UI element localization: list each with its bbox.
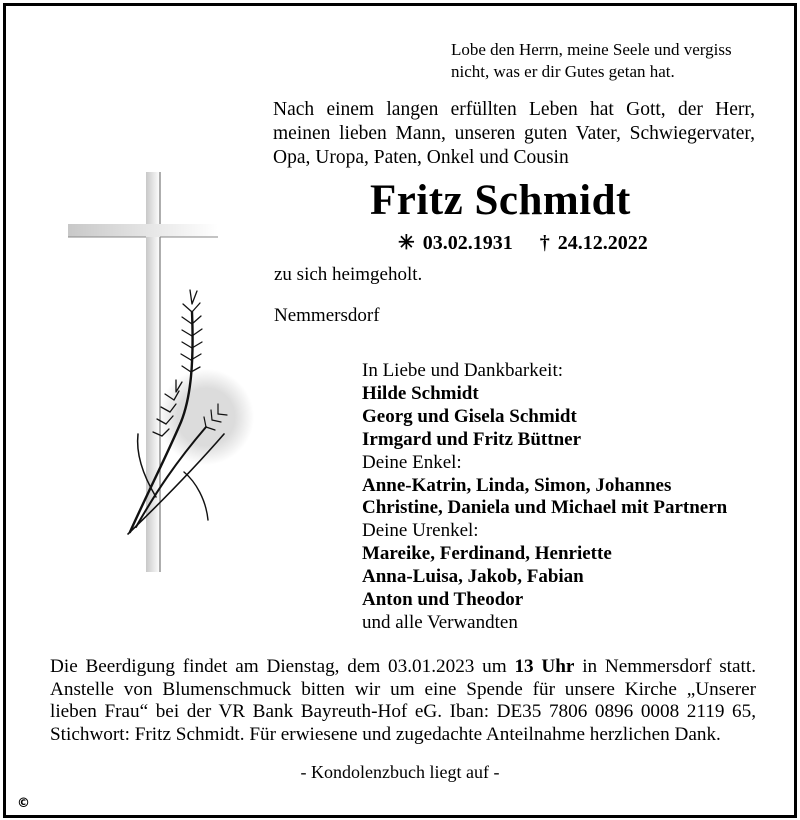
notice-text: in Nemmersdorf statt.	[574, 656, 756, 677]
intro-line: Opa, Uropa, Paten, Onkel und Cousin	[273, 147, 569, 168]
life-dates	[398, 230, 656, 255]
mourner-name: Anna-Luisa, Jakob, Fabian	[362, 566, 584, 588]
mourner-heading: und alle Verwandten	[362, 611, 518, 633]
mourner-name: Anne-Katrin, Linda, Simon, Johannes	[362, 474, 672, 496]
notice-line: lieben Frau“ bei der VR Bank Bayreuth-Hof eG. Iban: DE35 7806 0896 0008 2119 65,	[50, 701, 756, 723]
mourner-heading: In Liebe und Dankbarkeit:	[362, 360, 564, 381]
mourner-heading: Deine Enkel:	[362, 451, 462, 473]
mourner-name: Christine, Daniela und Michael mit Partnern	[362, 497, 728, 519]
birth-date: 03.02.1931	[422, 232, 513, 254]
cross-wheat-icon	[66, 172, 266, 572]
verse-line: Lobe den Herrn, meine Seele und vergiss	[451, 40, 732, 59]
intro-text	[273, 98, 755, 170]
death-cross-icon: †	[539, 232, 550, 254]
verse-line: nicht, was er dir Gutes getan hat.	[451, 62, 675, 81]
obituary-frame	[3, 3, 797, 818]
mourner-name: Mareike, Ferdinand, Henriette	[362, 543, 612, 565]
mourner-name: Hilde Schmidt	[362, 382, 479, 404]
mourner-name: Irmgard und Fritz Büttner	[362, 428, 582, 450]
funeral-time: 13 Uhr	[514, 656, 575, 677]
mourner-name: Anton und Theodor	[362, 589, 524, 611]
funeral-notice	[50, 656, 756, 746]
deceased-name: Fritz Schmidt	[370, 177, 631, 224]
heimgeholt-text: zu sich heimgeholt.	[274, 264, 423, 285]
notice-line: Anstelle von Blumenschmuck bitten wir um eine Spende für unsere Kirche „Unserer	[50, 678, 756, 700]
birth-star-icon: ✳	[398, 232, 415, 254]
mourner-name: Georg und Gisela Schmidt	[362, 405, 577, 427]
place-name: Nemmersdorf	[274, 305, 380, 326]
intro-line: meinen lieben Mann, unseren guten Vater, Schwiegervater,	[273, 123, 755, 144]
notice-line	[50, 656, 756, 679]
copyright-icon: ©	[17, 796, 30, 811]
kondolenzbuch-note: - Kondolenzbuch liegt auf -	[300, 762, 500, 782]
bible-verse	[451, 39, 732, 83]
notice-text: Die Beerdigung findet am Dienstag, dem 03.01.2023 um	[50, 656, 515, 677]
intro-line: Nach einem langen erfüllten Leben hat Gott, der Herr,	[273, 99, 755, 120]
mourners-list	[362, 360, 727, 635]
mourner-heading: Deine Urenkel:	[362, 520, 479, 542]
death-date: 24.12.2022	[557, 232, 648, 254]
notice-line: Stichwort: Fritz Schmidt. Für erwiesene und zugedachte Anteilnahme herzlichen Dank.	[50, 723, 721, 745]
